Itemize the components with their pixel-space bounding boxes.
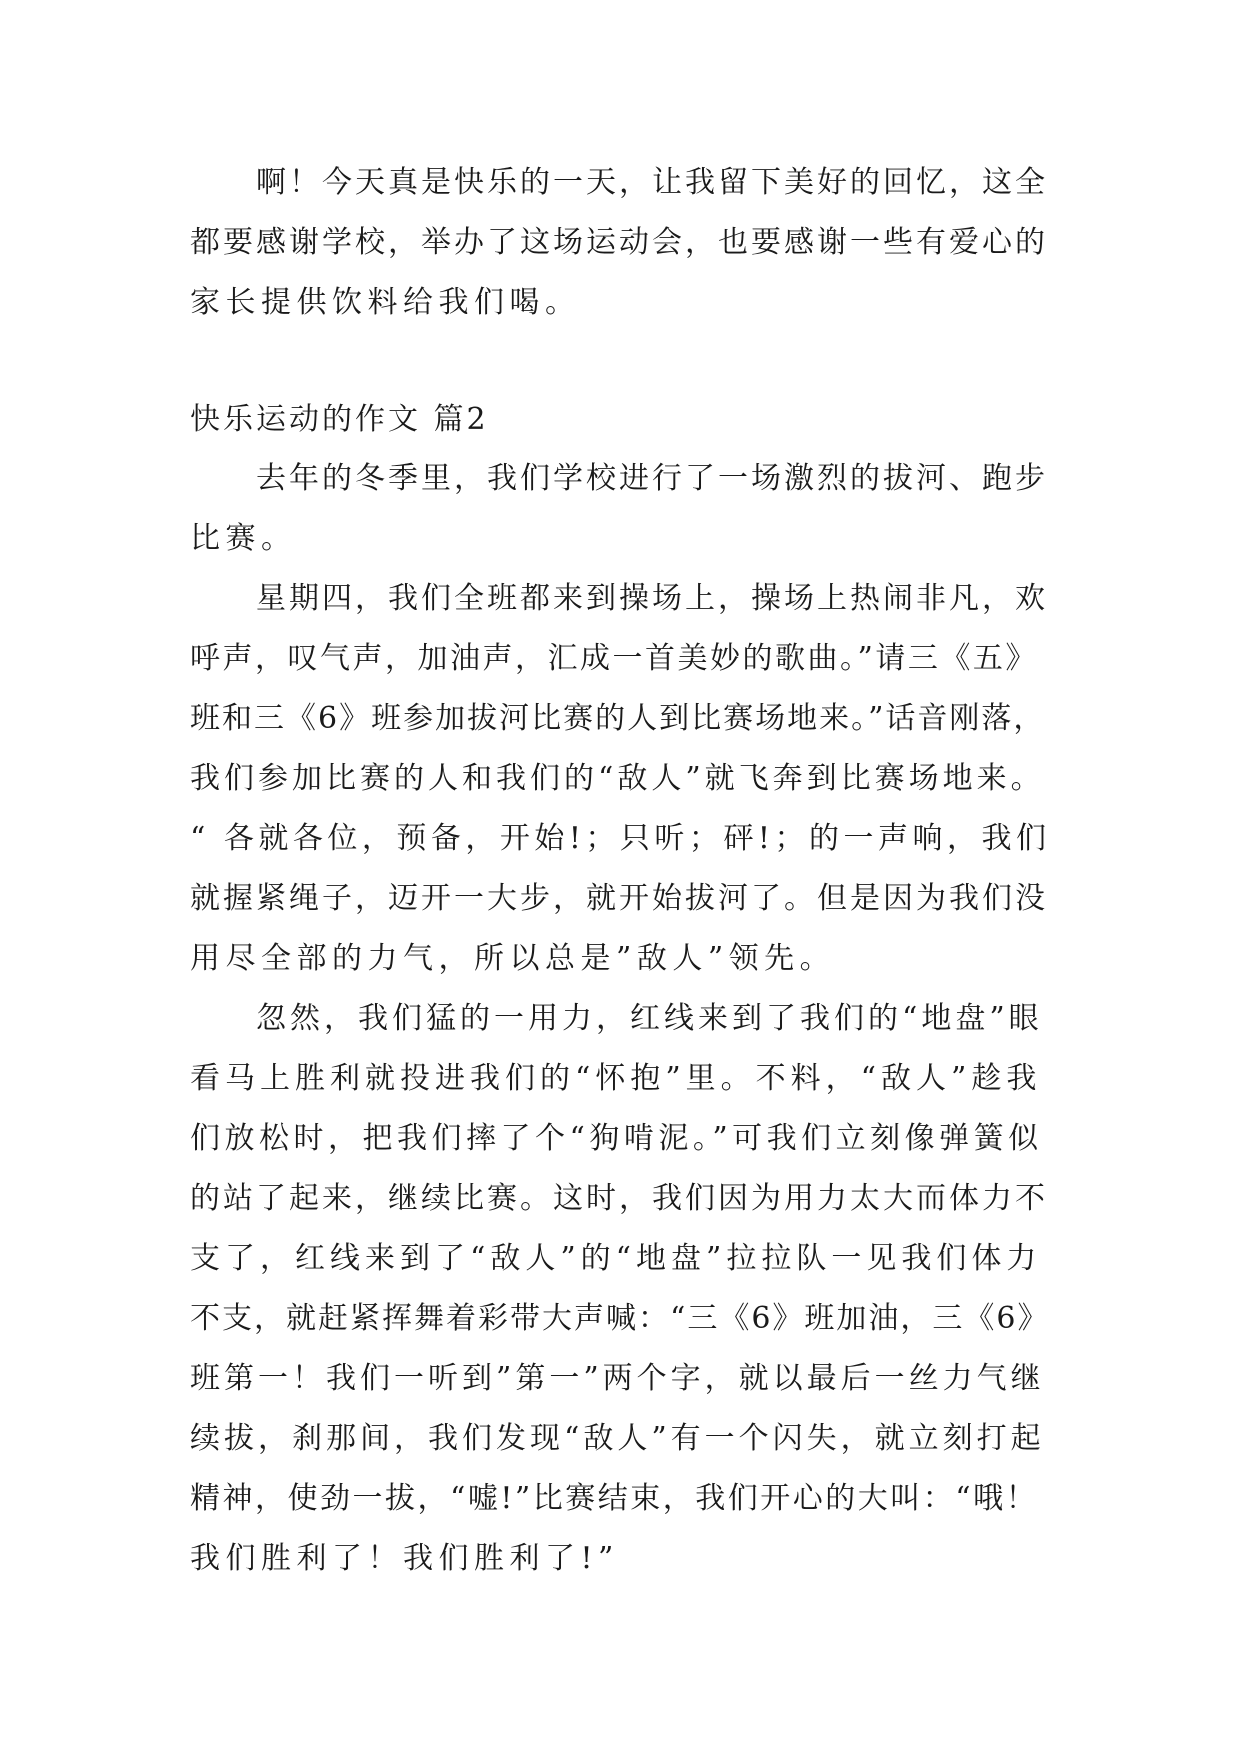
paragraph-line: 们放松时，把我们摔了个“狗啃泥。”可我们立刻像弹簧似 (190, 1121, 1043, 1156)
paragraph-line: 星期四，我们全班都来到操场上，操场上热闹非凡，欢 (256, 581, 1048, 616)
section-heading: 快乐运动的作文 篇2 (190, 402, 489, 437)
paragraph-line: 用尽全部的力气，所以总是”敌人”领先。 (190, 941, 836, 976)
paragraph-line: 忽然，我们猛的一用力，红线来到了我们的“地盘”眼 (256, 1001, 1043, 1036)
document-body (190, 0, 1050, 1754)
paragraph-line: 班第一！我们一听到”第一”两个字，就以最后一丝力气继 (190, 1361, 1045, 1396)
paragraph-line: 我们胜利了！我们胜利了!” (190, 1541, 619, 1576)
paragraph-line: 不支，就赶紧挥舞着彩带大声喊：“三《6》班加油，三《6》 (190, 1301, 1050, 1336)
paragraph-line: 支了，红线来到了“敌人”的“地盘”拉拉队一见我们体力 (190, 1241, 1042, 1276)
paragraph-line: 比赛。 (190, 521, 297, 556)
paragraph-line: 看马上胜利就投进我们的“怀抱”里。不料，“敌人”趁我 (190, 1061, 1042, 1096)
paragraph-line: 就握紧绳子，迈开一大步，就开始拔河了。但是因为我们没 (190, 881, 1048, 916)
paragraph-line: 续拔，刹那间，我们发现“敌人”有一个闪失，就立刻打起 (190, 1421, 1045, 1456)
paragraph-line: 我们参加比赛的人和我们的“敌人”就飞奔到比赛场地来。 (190, 761, 1045, 796)
paragraph-line: 精神，使劲一拔，“嘘!”比赛结束，我们开心的大叫：“哦！ (190, 1481, 1039, 1516)
paragraph-line: 呼声，叹气声，加油声，汇成一首美妙的歌曲。”请三《五》 (190, 641, 1038, 676)
paragraph-line: 去年的冬季里，我们学校进行了一场激烈的拔河、跑步 (256, 461, 1048, 496)
paragraph-line: 的站了起来，继续比赛。这时，我们因为用力太大而体力不 (190, 1181, 1048, 1216)
paragraph-line: 都要感谢学校，举办了这场运动会，也要感谢一些有爱心的 (190, 225, 1048, 260)
paragraph-line: 啊！今天真是快乐的一天，让我留下美好的回忆，这全 (256, 165, 1048, 200)
paragraph-line: 家长提供饮料给我们喝。 (190, 285, 581, 320)
paragraph-line: 班和三《6》班参加拔河比赛的人到比赛场地来。”话音刚落， (190, 701, 1046, 736)
paragraph-line: “ 各就各位，预备，开始!；只听；砰!；的一声响，我们 (190, 821, 1051, 856)
